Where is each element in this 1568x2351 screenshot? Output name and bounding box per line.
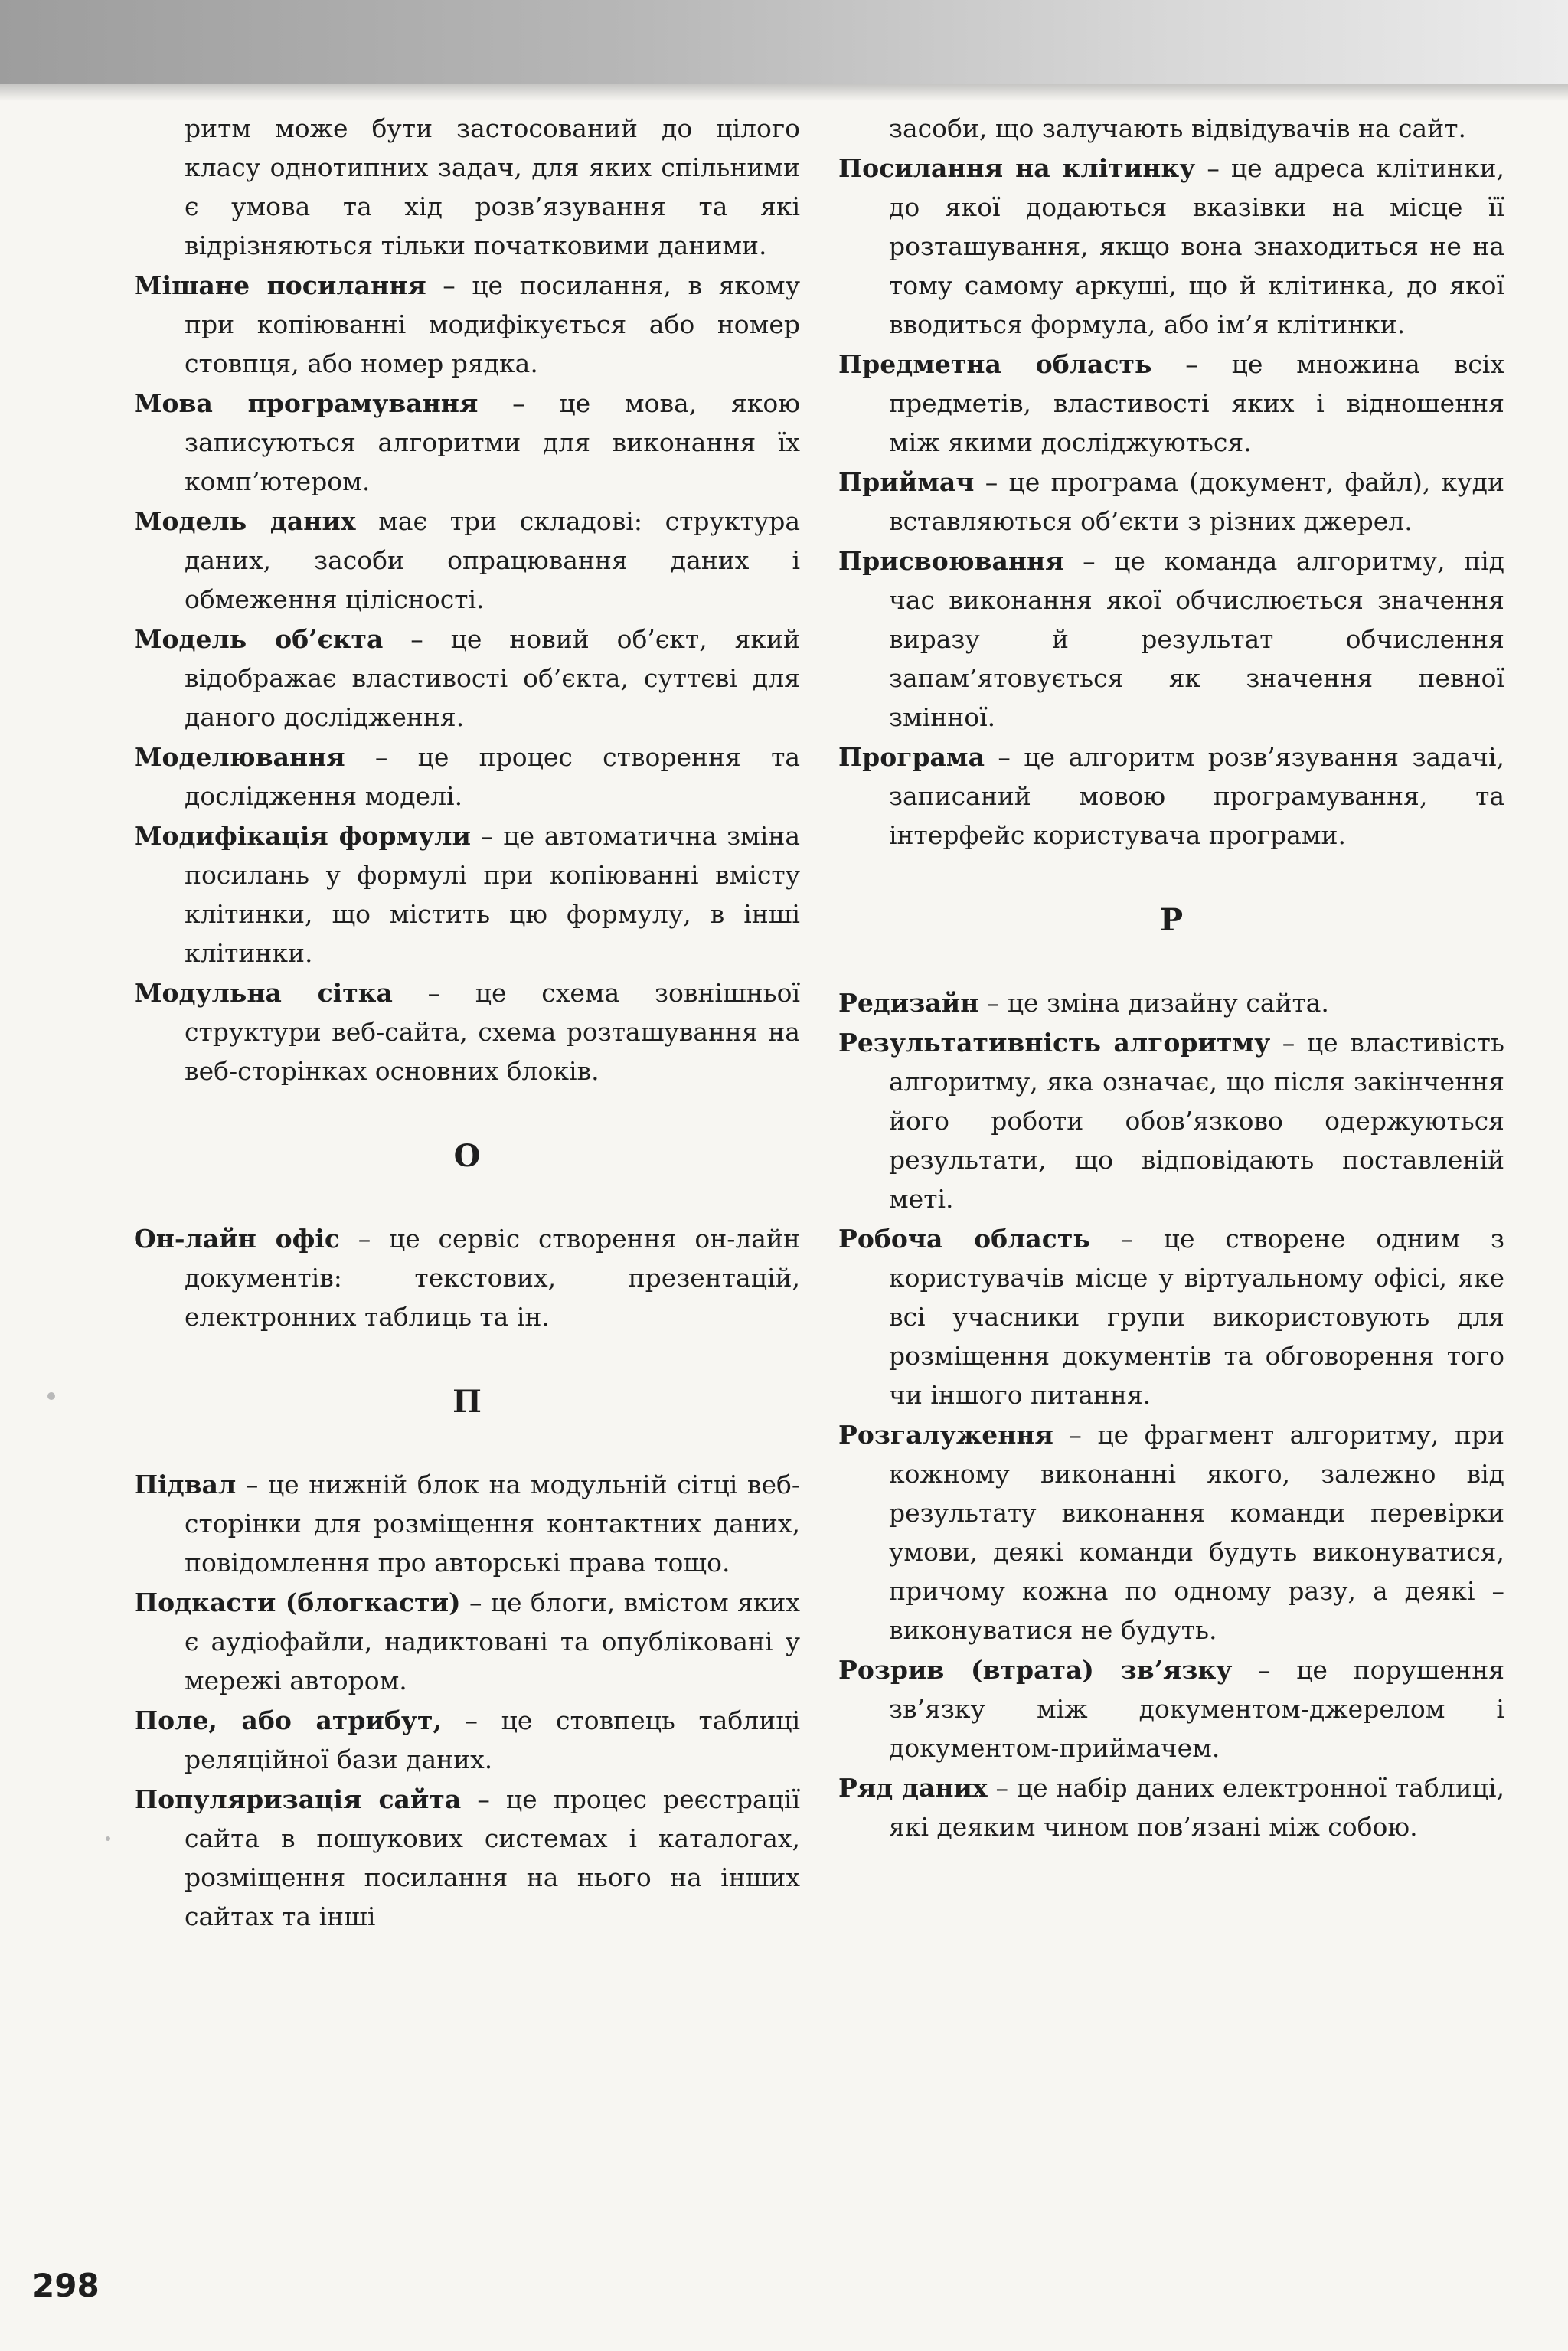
glossary-entry [838,149,1504,344]
glossary-entry [838,1023,1504,1218]
entry-definition: – це створене одним з користувачів місце у віртуальному офісі, яке всі учасники групи використовують для розміщення документів та обговорення того чи іншого питання. [889,1224,1504,1410]
entry-term: Присвоювання [838,546,1064,576]
entry-definition: – це схема зовнішньої структури веб-сайта, схема розташування на веб-сторінках основних блоків. [185,978,801,1086]
entry-term: Модульна сітка [134,978,393,1008]
entry-definition: – це зміна дизайну сайта. [978,988,1329,1018]
scan-speck [47,1392,55,1400]
entry-term: Предметна область [838,349,1152,379]
entry-term: Модель даних [134,506,356,536]
entry-definition: – це процес створення та дослідження моделі. [185,742,800,811]
section-heading-p: П [452,1384,482,1420]
entry-term: Он-лайн офіс [134,1224,341,1254]
entry-term: Мішане посилання [134,270,426,300]
entry-definition: – це команда алгоритму, під час виконання якої обчислюється значення виразу й результат обчислення запам’ятовується як значення певної змінної. [889,546,1504,732]
glossary-entry [134,1219,800,1336]
glossary-entry [134,1780,800,1936]
entry-definition: – це новий об’єкт, який відображає властивості об’єкта, суттєві для даного дослідження. [185,624,801,732]
entry-term: Робоча область [838,1224,1090,1254]
entry-definition: – це посилання, в якому при копіюванні модифікується або номер стовпця, або номер рядка. [185,270,801,378]
glossary-entry [838,1768,1504,1846]
glossary-entry [134,620,800,737]
entry-definition: – це властивість алгоритму, яка означає, що після закінчення його роботи обов’язково одержуються результати, що відповідають поставленій меті. [889,1028,1504,1214]
entry-definition: – це мова, якою записуються алгоритми для виконання їх комп’ютером. [185,388,801,496]
entry-definition: – це порушення зв’язку між документом-джерелом і документом-приймачем. [889,1655,1505,1763]
page-top-band [0,0,1568,84]
glossary-entry [134,1465,800,1582]
glossary-entry [838,463,1504,541]
entry-definition: – це алгоритм розв’язування задачі, записаний мовою програмування, та інтерфейс користувача програми. [889,742,1504,850]
section-heading-o: О [453,1138,481,1174]
glossary-entry [838,1219,1504,1414]
entry-definition: має три складові: структура даних, засоби опрацювання даних і обмеження цілісності. [185,506,800,614]
entry-term: Приймач [838,467,975,497]
glossary-entry [134,816,800,973]
glossary-column-left [134,109,800,1937]
glossary-entry [838,983,1504,1022]
entry-term: Посилання на клітинку [838,153,1196,183]
entry-term: Редизайн [838,988,979,1018]
entry-definition: – це блоги, вмістом яких є аудіофайли, надиктовані та опубліковані у мережі автором. [185,1587,801,1695]
glossary-entry-continuation [838,109,1504,148]
entry-definition: – це множина всіх предметів, властивості яких і відношення між якими досліджуються. [889,349,1504,457]
entry-term: Модель об’єкта [134,624,384,654]
entry-term: Подкасти (блогкасти) [134,1587,461,1617]
entry-definition: – це програма (документ, файл), куди вставляються об’єкти з різних джерел. [889,467,1504,536]
entry-definition: – це нижній блок на модульній сітці веб-сторінки для розміщення контактних даних, повідомлення про авторські права тощо. [185,1470,800,1578]
entry-term: Підвал [134,1470,237,1499]
glossary-entry [134,384,800,501]
entry-term: Популяризація сайта [134,1784,462,1814]
entry-term: Розгалуження [838,1420,1054,1450]
glossary-entry [134,502,800,619]
glossary-column-right [838,109,1504,1847]
entry-term: Модифікація формули [134,821,472,851]
entry-term: Моделювання [134,742,345,772]
section-heading-r: Р [1159,902,1184,938]
entry-term: Мова програмування [134,388,479,418]
entry-definition: – це набір даних електронної таблиці, які деяким чином пов’язані між собою. [889,1773,1505,1842]
glossary-entry [838,1650,1504,1767]
glossary-entry [838,1415,1504,1650]
entry-definition: – це сервіс створення он-лайн документів: текстових, презентацій, електронних таблиць та ін. [185,1224,800,1332]
scan-speck [106,1836,110,1841]
entry-definition: – це фрагмент алгоритму, при кожному виконанні якого, залежно від результату виконання команди перевірки умови, деякі команди будуть виконуватися, причому кожна по одному разу, а деякі – виконуватися не будуть. [889,1420,1504,1645]
entry-term: Розрив (втрата) зв’язку [838,1655,1233,1685]
glossary-entry [134,737,800,816]
glossary-entry [134,266,800,383]
entry-term: Ряд даних [838,1773,988,1803]
glossary-entry [838,345,1504,462]
glossary-entry [838,541,1504,737]
entry-definition: – це процес реєстрації сайта в пошукових системах і каталогах, розміщення посилання на нього на інших сайтах та інші [185,1784,800,1931]
glossary-entry [134,1701,800,1779]
entry-definition: ритм може бути застосований до цілого класу однотипних задач, для яких спільними є умова та хід розв’язування та які відрізняються тільки початковими даними. [185,113,800,260]
glossary-entry [134,1583,800,1700]
entry-definition: – це адреса клітинки, до якої додаються вказівки на місце її розташування, якщо вона знаходиться не на тому самому аркуші, що й клітинка, до якої вводиться формула, або ім’я клітинки. [889,153,1504,339]
page-number: 298 [32,2267,100,2304]
glossary-entry [134,973,800,1090]
entry-term: Програма [838,742,985,772]
glossary-entry [838,737,1504,855]
glossary-entry-continuation [134,109,800,265]
entry-definition: – це стовпець таблиці реляційної бази даних. [185,1705,801,1774]
entry-definition: засоби, що залучають відвідувачів на сайт. [889,113,1466,143]
entry-definition: – це автоматична зміна посилань у формулі при копіюванні вмісту клітинки, що містить цю формулу, в інші клітинки. [185,821,801,968]
entry-term: Результативність алгоритму [838,1028,1271,1058]
entry-term: Поле, або атрибут, [134,1705,442,1735]
